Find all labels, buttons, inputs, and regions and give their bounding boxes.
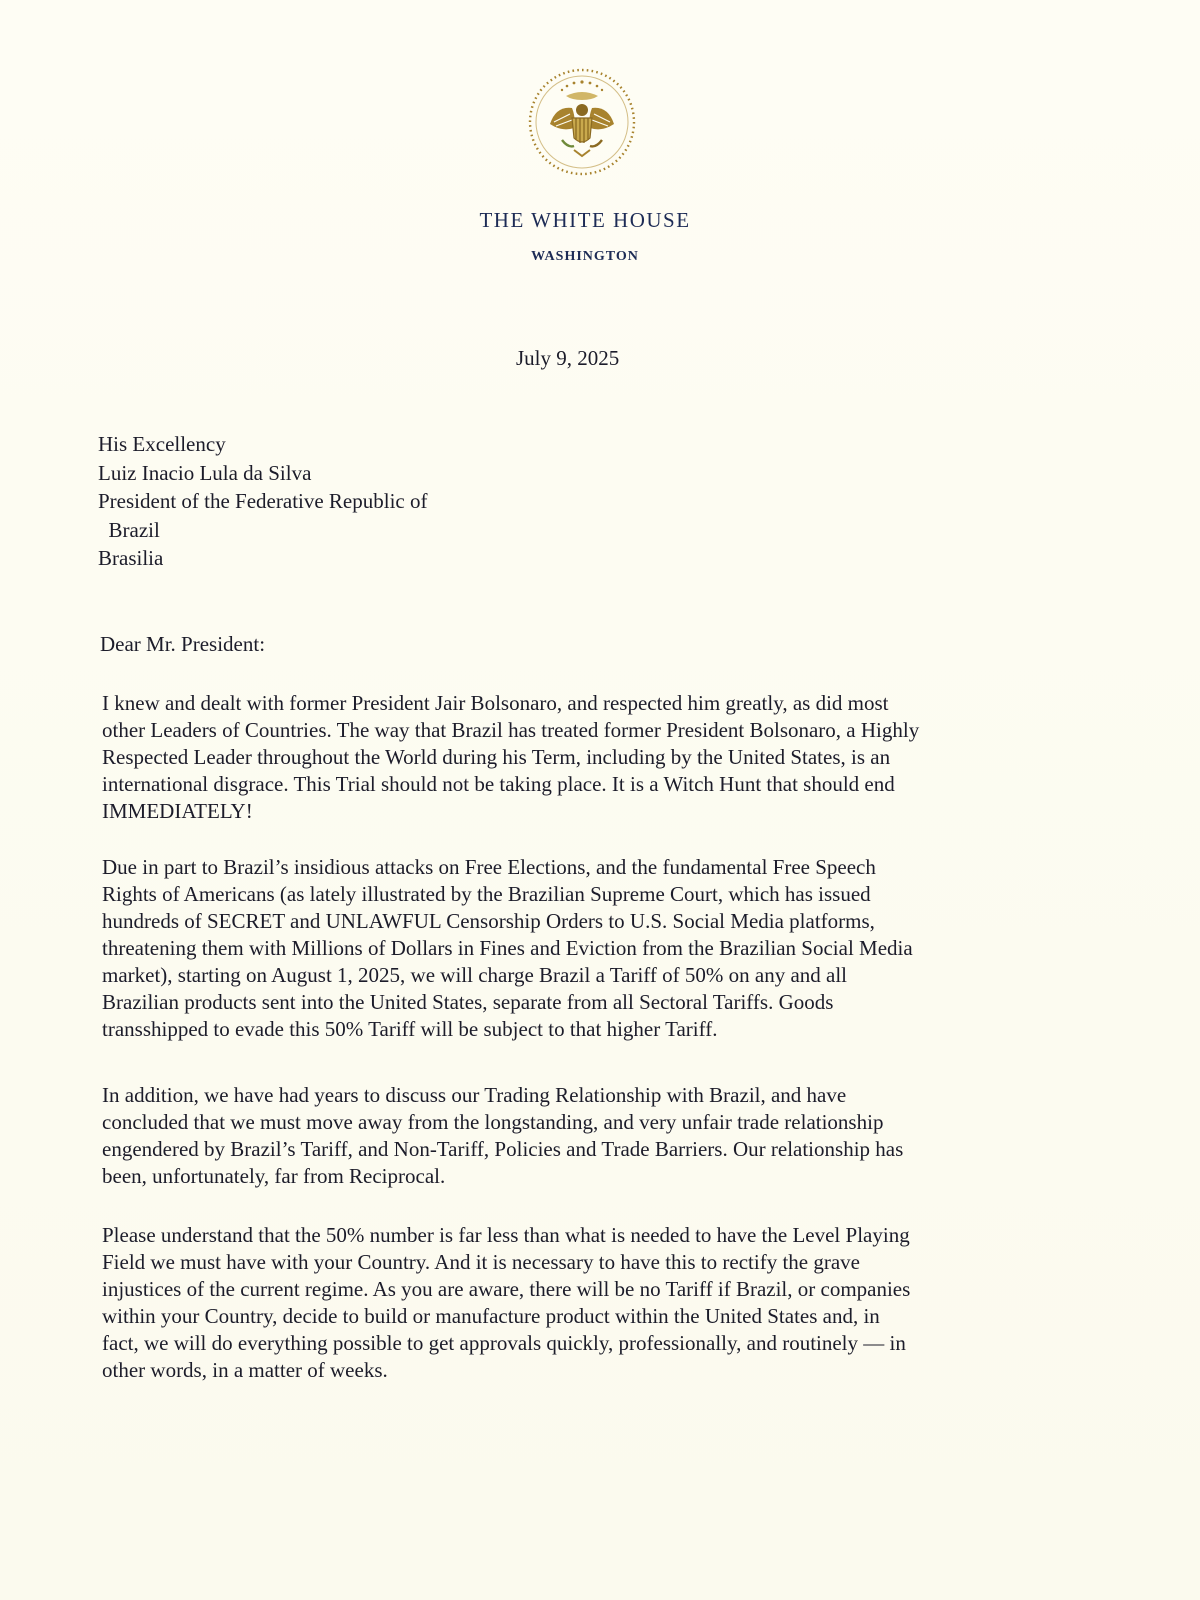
- body-paragraph-2: [102, 854, 1062, 1043]
- paragraph-line: other Leaders of Countries. The way that Brazil has treated former President Bolsonaro, a Highly: [102, 718, 920, 742]
- letterhead-city: WASHINGTON: [531, 249, 639, 264]
- paragraph-line: hundreds of SECRET and UNLAWFUL Censorship Orders to U.S. Social Media platforms,: [102, 909, 875, 933]
- body-paragraph-1: [102, 690, 1062, 825]
- paragraph-line: injustices of the current regime. As you are aware, there will be no Tariff if Brazil, or companies: [102, 1277, 911, 1301]
- salutation: Dear Mr. President:: [100, 632, 266, 656]
- paragraph-line: Respected Leader throughout the World during his Term, including by the United States, is an: [102, 745, 891, 769]
- address-line: Brasilia: [98, 546, 164, 570]
- paragraph-line: engendered by Brazil’s Tariff, and Non-Tariff, Policies and Trade Barriers. Our relationship has: [102, 1137, 904, 1161]
- paragraph-line: been, unfortunately, far from Reciprocal.: [102, 1164, 446, 1188]
- body-paragraph-3: [102, 1082, 1062, 1190]
- letterhead-title: THE WHITE HOUSE: [479, 208, 691, 232]
- paragraph-line: fact, we will do everything possible to get approvals quickly, professionally, and routinely — in: [102, 1331, 906, 1355]
- paragraph-line: Rights of Americans (as lately illustrated by the Brazilian Supreme Court, which has issued: [102, 882, 871, 906]
- paragraph-line: In addition, we have had years to discuss our Trading Relationship with Brazil, and have: [102, 1083, 847, 1107]
- paragraph-line: concluded that we must move away from the longstanding, and very unfair trade relationship: [102, 1110, 884, 1134]
- address-line: His Excellency: [98, 432, 226, 456]
- paragraph-line: market), starting on August 1, 2025, we will charge Brazil a Tariff of 50% on any and all: [102, 963, 848, 987]
- paragraph-line: other words, in a matter of weeks.: [102, 1358, 388, 1382]
- letter-date: July 9, 2025: [516, 346, 620, 370]
- paragraph-line: Due in part to Brazil’s insidious attacks on Free Elections, and the fundamental Free Speech: [102, 855, 876, 879]
- address-line: Brazil: [98, 517, 160, 542]
- paragraph-line: I knew and dealt with former President Jair Bolsonaro, and respected him greatly, as did most: [102, 691, 889, 715]
- paragraph-line: Field we must have with your Country. And it is necessary to have this to rectify the grave: [102, 1250, 860, 1274]
- body-paragraph-4: [102, 1222, 1062, 1384]
- paragraph-line: threatening them with Millions of Dollars in Fines and Eviction from the Brazilian Social Media: [102, 936, 913, 960]
- paragraph-line: Please understand that the 50% number is far less than what is needed to have the Level Playing: [102, 1223, 910, 1247]
- paragraph-line: Brazilian products sent into the United States, separate from all Sectoral Tariffs. Goods: [102, 990, 834, 1014]
- recipient-address: [98, 430, 428, 573]
- paragraph-line: international disgrace. This Trial should not be taking place. It is a Witch Hunt that should end: [102, 772, 895, 796]
- paragraph-line: transshipped to evade this 50% Tariff will be subject to that higher Tariff.: [102, 1017, 718, 1041]
- address-line: President of the Federative Republic of: [98, 489, 428, 513]
- paragraph-line: IMMEDIATELY!: [102, 799, 253, 823]
- address-line: Luiz Inacio Lula da Silva: [98, 460, 312, 485]
- paragraph-line: within your Country, decide to build or manufacture product within the United States and, in: [102, 1304, 880, 1328]
- presidential-seal-icon: [526, 66, 638, 178]
